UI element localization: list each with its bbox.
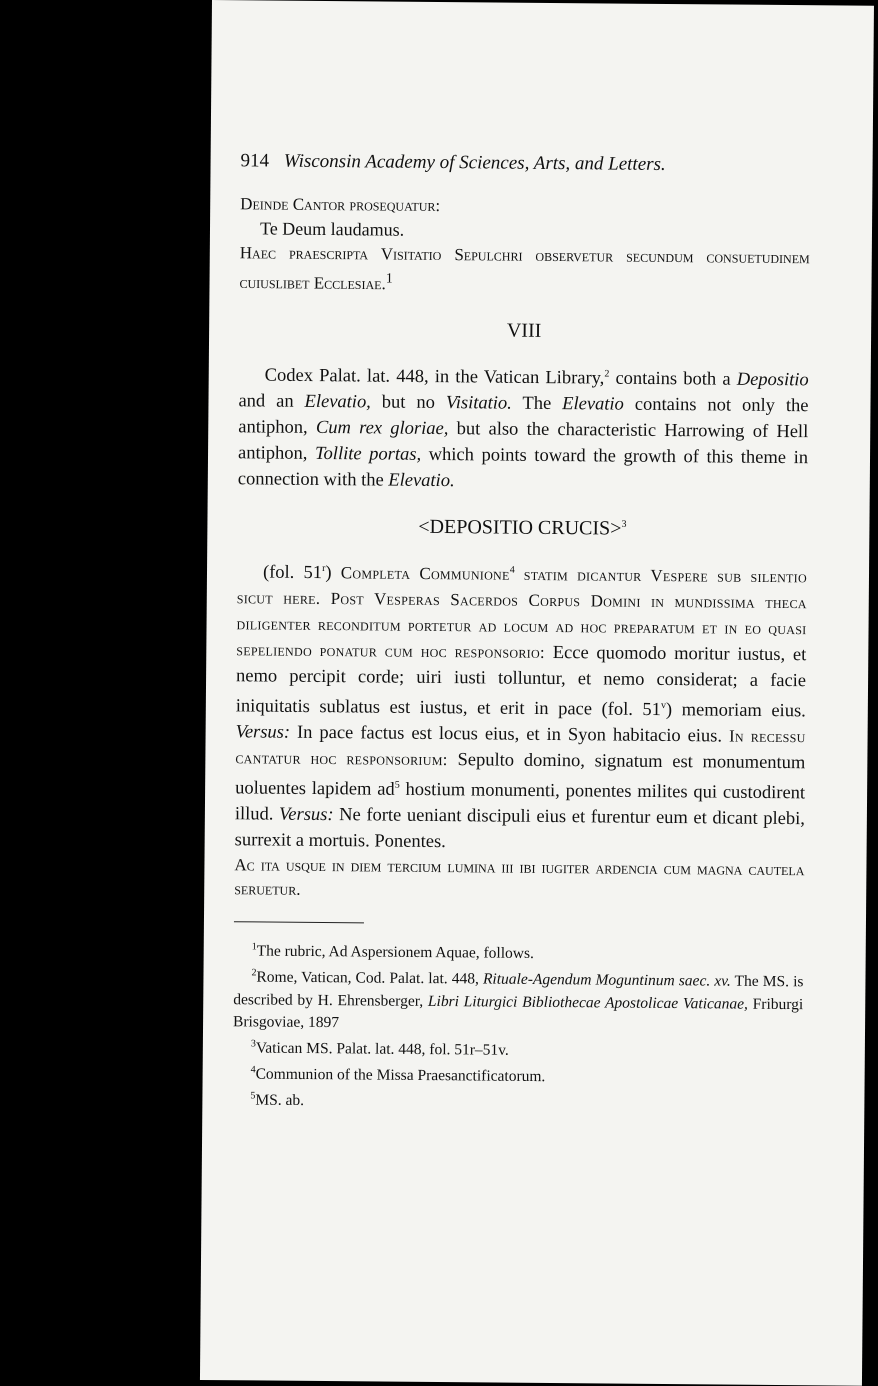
depositio-heading: <DEPOSITIO CRUCIS>$^3$: [418, 515, 627, 540]
footnote-3: $^3$Vatican MS. Palat. lat. 448, fol. 51r–51v.: [250, 1037, 509, 1059]
footnote-4: $^4$Communion of the Missa Praesanctificatorum.: [250, 1064, 546, 1085]
intro-paragraph: Codex Palat. lat. 448, in the Vatican Library,$^2$ contains both a Depositio and an Elevatio, but no Visitatio. The Elevatio contains not only the antiphon, Cum rex gloriae, but also the characteristic Harrowing of Hell antiphon, Tollite portas, which points toward the growth of this theme in connection with the Elevatio.: [237, 365, 809, 491]
footnote-5: $^5$MS. ab.: [250, 1090, 305, 1109]
page-content: [232, 150, 810, 1116]
page-number: 914: [240, 150, 270, 172]
section-heading-viii: VIII: [506, 319, 542, 342]
footnote-1: $^1$The rubric, Ad Aspersionem Aquae, follows.: [251, 941, 534, 963]
running-header: [240, 150, 810, 177]
rubric-visitatio: Haec praescripta Visitatio Sepulchri observetur secundum consuetudinem cuiuslibet Ecclesiae.$^1$: [239, 243, 810, 294]
closing-rubric: Ac ita usque in diem tercium lumina iii ibi iugiter ardencia cum magna cautela seruetur.: [234, 855, 805, 900]
journal-title: Wisconsin Academy of Sciences, Arts, and Letters.: [283, 150, 666, 175]
te-deum-line: Te Deum laudamus.: [259, 218, 405, 240]
scanned-page: [200, 0, 874, 1386]
rubric-cantor: Deinde Cantor prosequatur:: [240, 194, 441, 215]
footnote-rule: [234, 922, 364, 924]
depositio-text: (fol. 51$^r$) Completa Communione$^4$ statim dicantur Vespere sub silentio sicut here. Post Vesperas Sacerdos Corpus Domini in mundissima theca diligenter reconditum portetur ad locum ad hoc preparatum et in eo quasi sepeliendo ponatur cum hoc responsorio: Ecce quomodo moritur iustus, et nemo percipit corde; uiri iusti tolluntur, et nemo considerat; a facie iniquitatis sublatus est iustus, et erit in pace (fol. 51$^v$) memoriam eius. Versus: In pace factus est locus eius, et in Syon habitacio eius. In recessu cantatur hoc responsorium: Sepulto domino, signatum est monumentum uoluentes lapidem $ad^5$ hostium monumenti, ponentes milites qui custodirent illud. Versus: Ne forte ueniant discipuli eius et furentur eum et dicant plebi, surrexit a mortuis. Ponentes.: [234, 562, 808, 853]
footnote-2: $^2$Rome, Vatican, Cod. Palat. lat. 448, Rituale-Agendum Moguntinum saec. xv. The MS. is described by H. Ehrensberger, Libri Liturgici Bibliothecae Apostolicae Vaticanae, Friburgi Brisgoviae, 1897: [233, 967, 804, 1031]
